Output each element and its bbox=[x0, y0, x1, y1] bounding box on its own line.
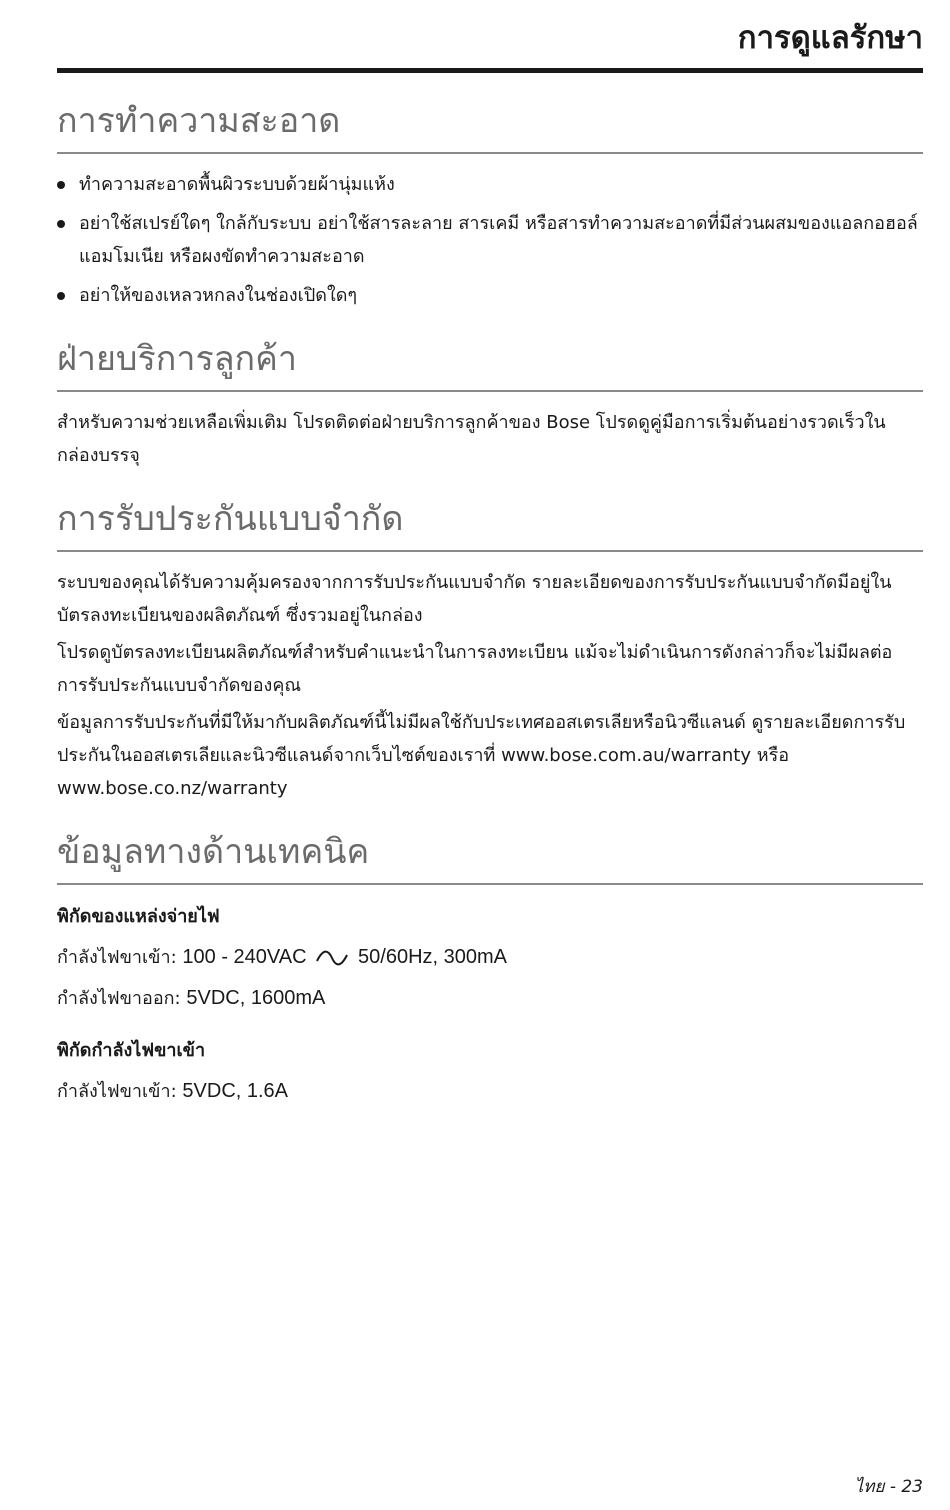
page-number: ไทย - 23 bbox=[854, 1477, 923, 1497]
warranty-paragraph: ระบบของคุณได้รับความคุ้มครองจากการรับประกันแบบจำกัด รายละเอียดของการรับประกันแบบจำกัดมีอยู่ในบัตรลงทะเบียนของผลิตภัณฑ์ ซึ่งรวมอยู่ในกล่อง bbox=[57, 572, 892, 626]
warranty-section bbox=[57, 494, 923, 805]
list-item: ทำความสะอาดพื้นผิวระบบด้วยผ้านุ่มแห้ง bbox=[57, 168, 923, 201]
page-header bbox=[57, 0, 923, 73]
technical-section bbox=[57, 827, 923, 1112]
cleaning-list bbox=[57, 168, 923, 312]
warranty-paragraph: โปรดดูบัตรลงทะเบียนผลิตภัณฑ์สำหรับคำแนะนำในการลงทะเบียน แม้จะไม่ดำเนินการดังกล่าวก็จะไม่มีผลต่อการรับประกันแบบจำกัดของคุณ bbox=[57, 642, 893, 696]
cleaning-section bbox=[57, 96, 923, 312]
list-item: อย่าใช้สเปรย์ใดๆ ใกล้กับระบบ อย่าใช้สารละลาย สารเคมี หรือสารทำความสะอาดที่มีส่วนผสมของแอลกอฮอล์ แอมโมเนีย หรือผงขัดทำความสะอาด bbox=[57, 207, 923, 273]
warranty-title: การรับประกันแบบจำกัด bbox=[57, 494, 923, 552]
input-rating: กำลังไฟขาเข้า: 100 - 240VAC 50/60Hz, 300mA bbox=[57, 946, 508, 968]
bullet-icon bbox=[57, 220, 65, 228]
service-text: สำหรับความช่วยเหลือเพิ่มเติม โปรดติดต่อฝ่ายบริการลูกค้าของ Bose โปรดดูคู่มือการเริ่มต้นอย่างรวดเร็วในกล่องบรรจุ bbox=[57, 412, 886, 466]
warranty-paragraph: ข้อมูลการรับประกันที่มีให้มากับผลิตภัณฑ์นี้ไม่มีผลใช้กับประเทศออสเตรเลียหรือนิวซีแลนด์ ดูรายละเอียดการรับประกันในออสเตรเลียและนิวซีแลนด์จากเว็บไซต์ของเราที่ www.bose.com.au/warranty หรือ www.bose.co.nz/warranty bbox=[57, 712, 906, 799]
input-power-heading: พิกัดกำลังไฟขาเข้า bbox=[57, 1040, 206, 1061]
list-item: อย่าให้ของเหลวหกลงในช่องเปิดใดๆ bbox=[57, 279, 923, 312]
service-title: ฝ่ายบริการลูกค้า bbox=[57, 334, 923, 392]
output-rating: กำลังไฟขาออก: 5VDC, 1600mA bbox=[57, 987, 326, 1009]
input-power-rating: กำลังไฟขาเข้า: 5VDC, 1.6A bbox=[57, 1080, 289, 1102]
technical-title: ข้อมูลทางด้านเทคนิค bbox=[57, 827, 923, 885]
chapter-title: การดูแลรักษา bbox=[737, 20, 923, 56]
page-content bbox=[57, 96, 923, 1134]
cleaning-title: การทำความสะอาด bbox=[57, 96, 923, 154]
power-supply-heading: พิกัดของแหล่งจ่ายไฟ bbox=[57, 906, 220, 927]
ac-wave-icon bbox=[315, 949, 349, 967]
bullet-icon bbox=[57, 292, 65, 300]
service-section bbox=[57, 334, 923, 472]
bullet-icon bbox=[57, 181, 65, 189]
